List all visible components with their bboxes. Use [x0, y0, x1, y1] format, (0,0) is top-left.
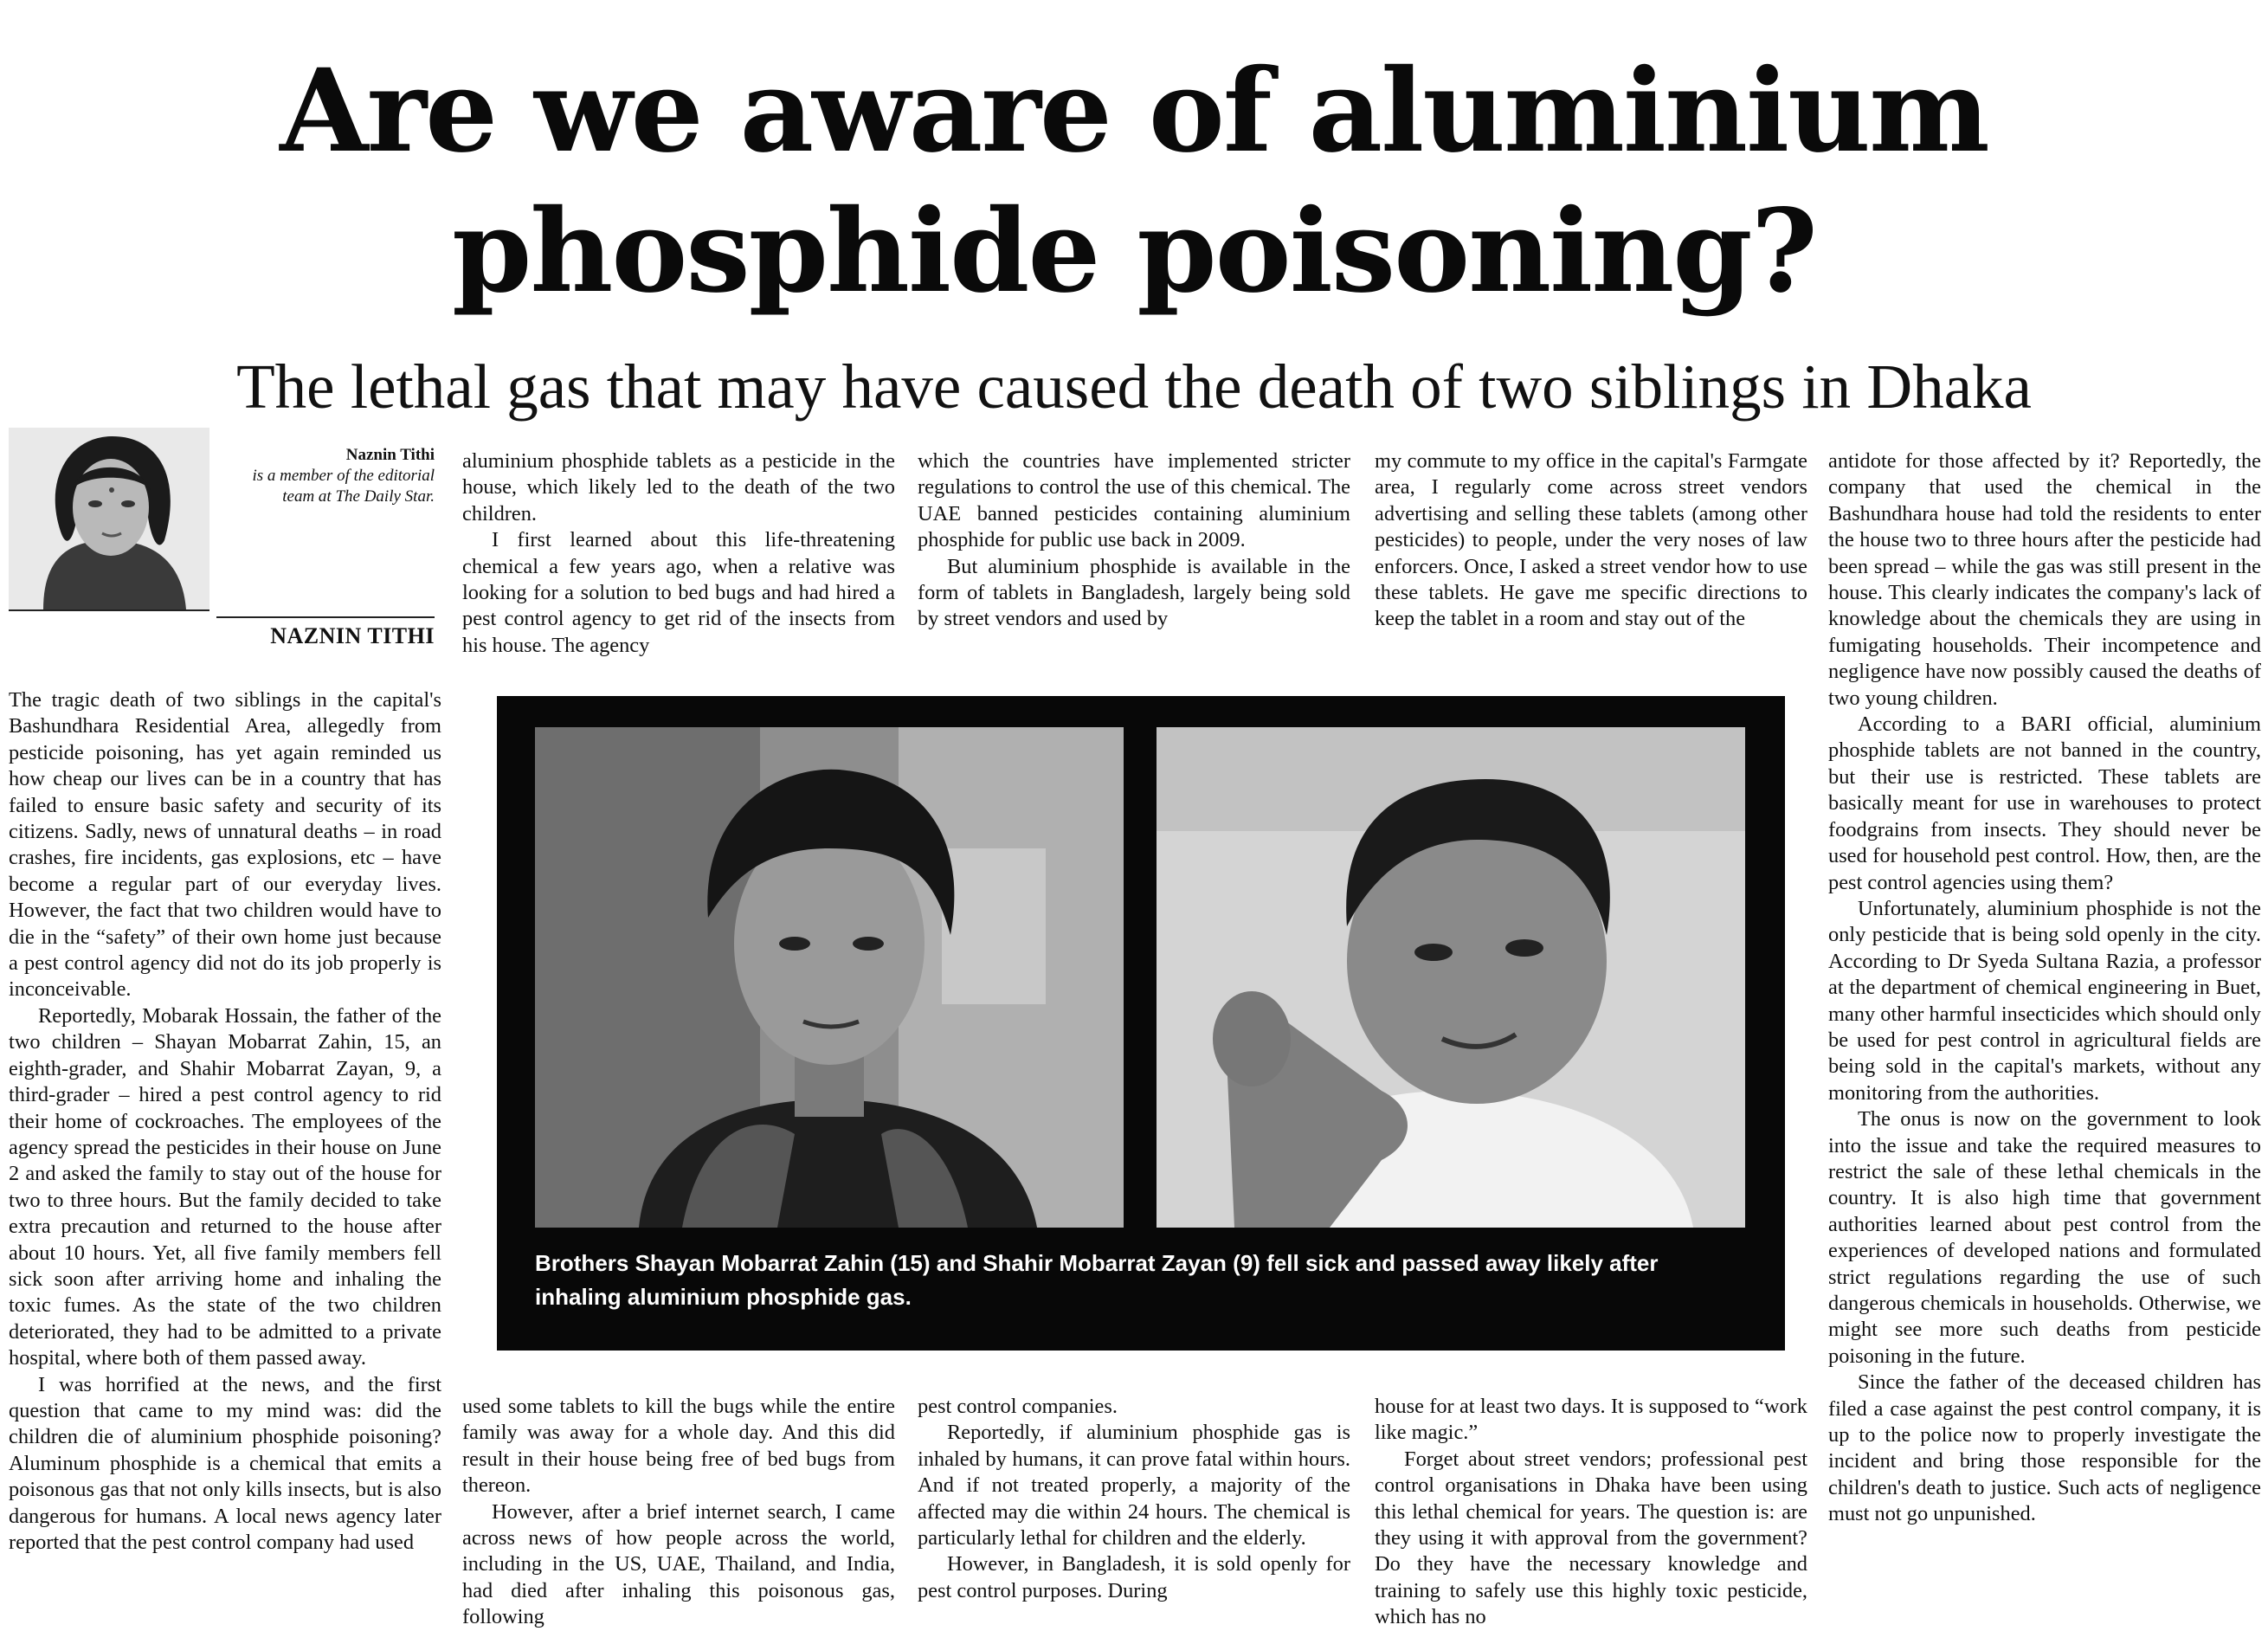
headline-line-1: Are we aware of aluminium — [280, 44, 1988, 178]
column-4-bottom — [1375, 1394, 1807, 1631]
column-3-bottom — [918, 1394, 1350, 1604]
byline: NAZNIN TITHI — [216, 616, 435, 649]
paragraph: my commute to my office in the capital's Farmgate area, I regularly come across street vendors advertising and selling these tablets (among other pesticides) to people, under the very noses of law enforcers. Once, I asked a street vendor how to use these tablets. He gave me specific directions to keep the tablet in a room and stay out of the — [1375, 449, 1807, 631]
column-4-top — [1375, 448, 1807, 633]
column-2-top — [462, 448, 895, 659]
paragraph: However, after a brief internet search, I came across news of how people across the world, including in the US, UAE, Thailand, and India, had died after inhaling this poisonous gas, following — [462, 1499, 895, 1629]
paragraph: The onus is now on the government to look into the issue and take the required measures to restrict the sale of these lethal chemicals in the country. It is also high time that government authorities learned about pest control from the experiences of developed nations and formulated strict regulations regarding the use of such dangerous chemicals in households. Otherwise, we might see more such deaths from pesticide poisoning in the future. — [1828, 1107, 2261, 1368]
author-info — [216, 445, 435, 507]
photo-box — [497, 696, 1785, 1351]
headline-line-2: phosphide poisoning? — [452, 184, 1816, 319]
paragraph: I was horrified at the news, and the first question that came to my mind was: did the children die of aluminium phosphide poisoning? Aluminum phosphide is a chemical that emits a poisonous gas that not only kills insects, but is also dangerous for humans. A local news agency later reported that the pest control company had used — [9, 1372, 441, 1554]
paragraph: used some tablets to kill the bugs while the entire family was away for a whole day. And this did result in their house being free of bed bugs from thereon. — [462, 1395, 895, 1498]
paragraph: Since the father of the deceased children has filed a case against the pest control company, it is up to the police now to properly investigate the incident and bring those responsible for the children's death to justice. Such acts of negligence must not go unpunished. — [1828, 1370, 2261, 1526]
author-description-1: is a member of the editorial — [252, 467, 435, 485]
paragraph: I first learned about this life-threatening chemical a few years ago, when a relative was looking for a solution to bed bugs and had hired a pest control agency to get rid of the insects from his house. The agency — [462, 528, 895, 657]
photo-younger-brother — [1157, 727, 1745, 1228]
photo-caption: Brothers Shayan Mobarrat Zahin (15) and Shahir Mobarrat Zayan (9) fell sick and passed away likely after inhaling aluminium phosphide gas. — [535, 1250, 1659, 1310]
paragraph: Forget about street vendors; professional pest control organisations in Dhaka have been using this lethal chemical for years. The question is: are they using it with approval from the government? Do they have the necessary knowledge and training to safely use this highly toxic pesticide, which has no — [1375, 1447, 1807, 1629]
paragraph: house for at least two days. It is supposed to “work like magic.” — [1375, 1395, 1807, 1445]
paragraph: which the countries have implemented stricter regulations to control the use of this chemical. The UAE banned pesticides containing aluminium phosphide for public use back in 2009. — [918, 449, 1350, 552]
paragraph: However, in Bangladesh, it is sold openly for pest control purposes. During — [918, 1552, 1350, 1602]
paragraph: According to a BARI official, aluminium phosphide tablets are not banned in the country, but their use is restricted. These tablets are basically meant for use in warehouses to protect foodgrains from insects. They should never be used for household pest control. How, then, are the pest control agencies using them? — [1828, 712, 2261, 894]
photo-older-brother — [535, 727, 1124, 1228]
paragraph: Unfortunately, aluminium phosphide is not the only pesticide that is being sold openly in the city. According to Dr Syeda Sultana Razia, a professor at the department of chemical engineering in Buet, many other harmful insecticides which should only be used for pest control in agricultural fields are being sold in the capital's markets, without any monitoring from the authorities. — [1828, 896, 2261, 1105]
paragraph: Reportedly, if aluminium phosphide gas is inhaled by humans, it can prove fatal within hours. And if not treated properly, a majority of the affected may die within 24 hours. The chemical is particularly lethal for children and the elderly. — [918, 1421, 1350, 1550]
paragraph: pest control companies. — [918, 1395, 1118, 1418]
author-description-2: team at The Daily Star. — [282, 487, 435, 506]
author-name: Naznin Tithi — [345, 446, 435, 464]
column-3-top — [918, 448, 1350, 633]
column-1 — [9, 687, 441, 1556]
paragraph: Reportedly, Mobarak Hossain, the father of the two children – Shayan Mobarrat Zahin, 15, an eighth-grader, and Shahir Mobarrat Zayan, 9, a third-grader – hired a pest control agency to rid their home of cockroaches. The employees of the agency spread the pesticides in their house on June 2 and asked the family to stay out of the house for two to three hours. But the family decided to take extra precaution and returned to the house after about 10 hours. Yet, all five family members fell sick soon after arriving home and inhaling the toxic fumes. As the state of the two children deteriorated, they had to be admitted to a private hospital, where both of them passed away. — [9, 1003, 441, 1370]
paragraph: But aluminium phosphide is available in the form of tablets in Bangladesh, largely being sold by street vendors and used by — [918, 554, 1350, 631]
author-photo — [9, 428, 209, 611]
column-5 — [1828, 448, 2261, 1528]
paragraph: aluminium phosphide tablets as a pesticide in the house, which likely led to the death of the two children. — [462, 449, 895, 525]
paragraph: antidote for those affected by it? Reportedly, the company that used the chemical in the Bashundhara house had told the residents to enter the house two to three hours after the pesticide had been spread – while the gas was still present in the house. This clearly indicates the company's lack of knowledge about the chemicals they are using in fumigating households. Their incompetence and negligence have now possibly caused the deaths of two young children. — [1828, 449, 2261, 710]
subheadline: The lethal gas that may have caused the death of two siblings in Dhaka — [236, 351, 2032, 422]
paragraph: The tragic death of two siblings in the capital's Bashundhara Residential Area, allegedly from pesticide poisoning, has yet again reminded us how cheap our lives can be in a country that has failed to ensure basic safety and security of its citizens. Sadly, news of unnatural deaths – in road crashes, fire incidents, gas explosions, etc – have become a regular part of our everyday lives. However, the fact that two children would have to die in the “safety” of their own home just because a pest control agency did not do its job properly is inconceivable. — [9, 688, 441, 1002]
column-2-bottom — [462, 1394, 895, 1631]
